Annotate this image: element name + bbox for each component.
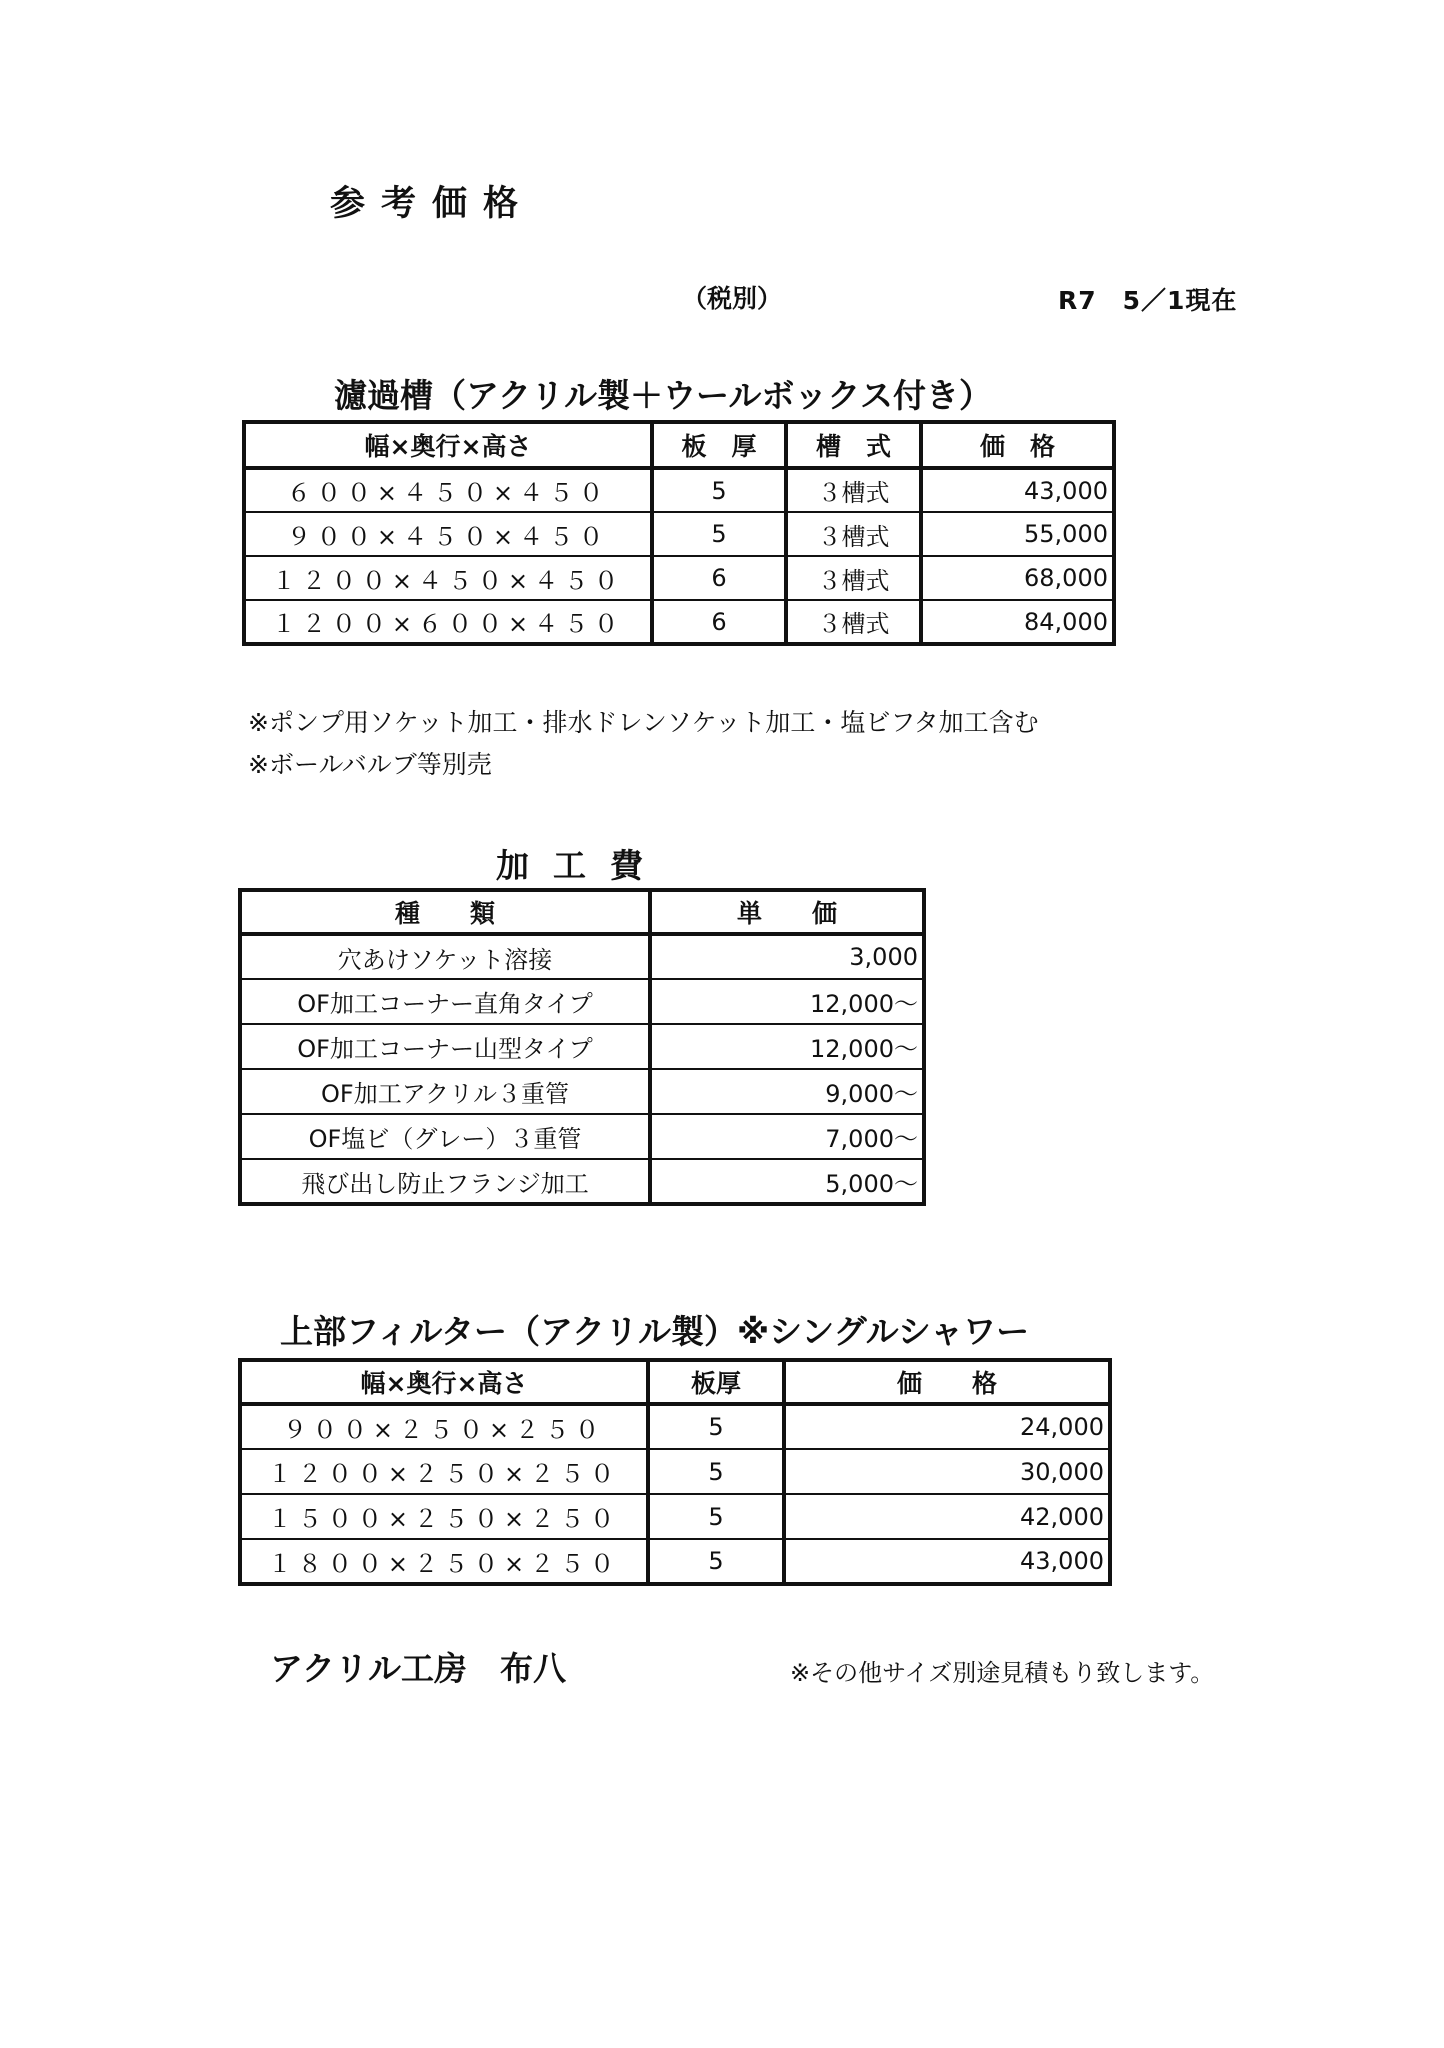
kind-cell: 穴あけソケット溶接 (240, 934, 650, 979)
thickness-cell: 5 (648, 1494, 784, 1539)
type-cell: ３槽式 (786, 468, 921, 512)
price-cell: 43,000 (921, 468, 1114, 512)
table-row (244, 512, 1114, 556)
table-header-row (240, 890, 924, 934)
type-cell: ３槽式 (786, 600, 921, 644)
price-cell: 43,000 (784, 1539, 1110, 1584)
thickness-cell: 6 (652, 600, 786, 644)
size-cell: ６００×４５０×４５０ (244, 468, 652, 512)
table-row (240, 1539, 1110, 1584)
table-row (244, 600, 1114, 644)
price-cell: 3,000 (650, 934, 924, 979)
table-row (240, 1114, 924, 1159)
table-header-row (240, 1360, 1110, 1404)
price-cell: 42,000 (784, 1494, 1110, 1539)
column-header: 幅×奥行×高さ (244, 422, 652, 468)
column-header: 価 格 (921, 422, 1114, 468)
footer-note: ※その他サイズ別途見積もり致します。 (790, 1659, 1215, 1687)
kind-cell: OF加工アクリル３重管 (240, 1069, 650, 1114)
table-row (240, 1024, 924, 1069)
thickness-cell: 5 (648, 1539, 784, 1584)
size-cell: ９００×２５０×２５０ (240, 1404, 648, 1449)
table-row (240, 979, 924, 1024)
column-header: 槽 式 (786, 422, 921, 468)
type-cell: ３槽式 (786, 556, 921, 600)
size-cell: １２００×２５０×２５０ (240, 1449, 648, 1494)
price-cell: 9,000～ (650, 1069, 924, 1114)
date-stamp: R7 5／1現在 (1058, 286, 1238, 315)
table-row (240, 1159, 924, 1204)
filter-tank-note: ※ポンプ用ソケット加工・排水ドレンソケット加工・塩ビフタ加工含む (248, 708, 1039, 737)
kind-cell: OF加工コーナー直角タイプ (240, 979, 650, 1024)
kind-cell: OF加工コーナー山型タイプ (240, 1024, 650, 1069)
table-header-row (244, 422, 1114, 468)
size-cell: １８００×２５０×２５０ (240, 1539, 648, 1584)
shop-name: アクリル工房 布八 (270, 1649, 567, 1688)
price-cell: 12,000～ (650, 1024, 924, 1069)
column-header: 板 厚 (652, 422, 786, 468)
price-cell: 84,000 (921, 600, 1114, 644)
table-row (240, 1449, 1110, 1494)
filter-tank-table (242, 420, 1116, 646)
price-cell: 68,000 (921, 556, 1114, 600)
table-row (240, 1494, 1110, 1539)
price-cell: 5,000～ (650, 1159, 924, 1204)
filter-tank-note: ※ボールバルブ等別売 (248, 750, 492, 779)
page-title: 参考価格 (330, 184, 535, 224)
column-header: 単 価 (650, 890, 924, 934)
column-header: 価 格 (784, 1360, 1110, 1404)
thickness-cell: 5 (648, 1404, 784, 1449)
kind-cell: 飛び出し防止フランジ加工 (240, 1159, 650, 1204)
thickness-cell: 5 (652, 468, 786, 512)
price-cell: 30,000 (784, 1449, 1110, 1494)
price-cell: 12,000～ (650, 979, 924, 1024)
table-row (240, 1069, 924, 1114)
filter-tank-title: 濾過槽（アクリル製＋ウールボックス付き） (334, 376, 993, 415)
kind-cell: OF塩ビ（グレー）３重管 (240, 1114, 650, 1159)
top-filter-table (238, 1358, 1112, 1586)
table-row (240, 934, 924, 979)
size-cell: １２００×６００×４５０ (244, 600, 652, 644)
thickness-cell: 5 (652, 512, 786, 556)
size-cell: １２００×４５０×４５０ (244, 556, 652, 600)
thickness-cell: 6 (652, 556, 786, 600)
price-cell: 24,000 (784, 1404, 1110, 1449)
size-cell: ９００×４５０×４５０ (244, 512, 652, 556)
size-cell: １５００×２５０×２５０ (240, 1494, 648, 1539)
processing-table (238, 888, 926, 1206)
column-header: 種 類 (240, 890, 650, 934)
thickness-cell: 5 (648, 1449, 784, 1494)
table-row (244, 556, 1114, 600)
column-header: 幅×奥行×高さ (240, 1360, 648, 1404)
processing-title: 加工費 (496, 846, 667, 885)
table-row (244, 468, 1114, 512)
price-cell: 7,000～ (650, 1114, 924, 1159)
column-header: 板厚 (648, 1360, 784, 1404)
top-filter-title: 上部フィルター（アクリル製）※シングルシャワー (280, 1312, 1030, 1351)
type-cell: ３槽式 (786, 512, 921, 556)
table-row (240, 1404, 1110, 1449)
tax-note: （税別） (682, 284, 783, 313)
price-cell: 55,000 (921, 512, 1114, 556)
